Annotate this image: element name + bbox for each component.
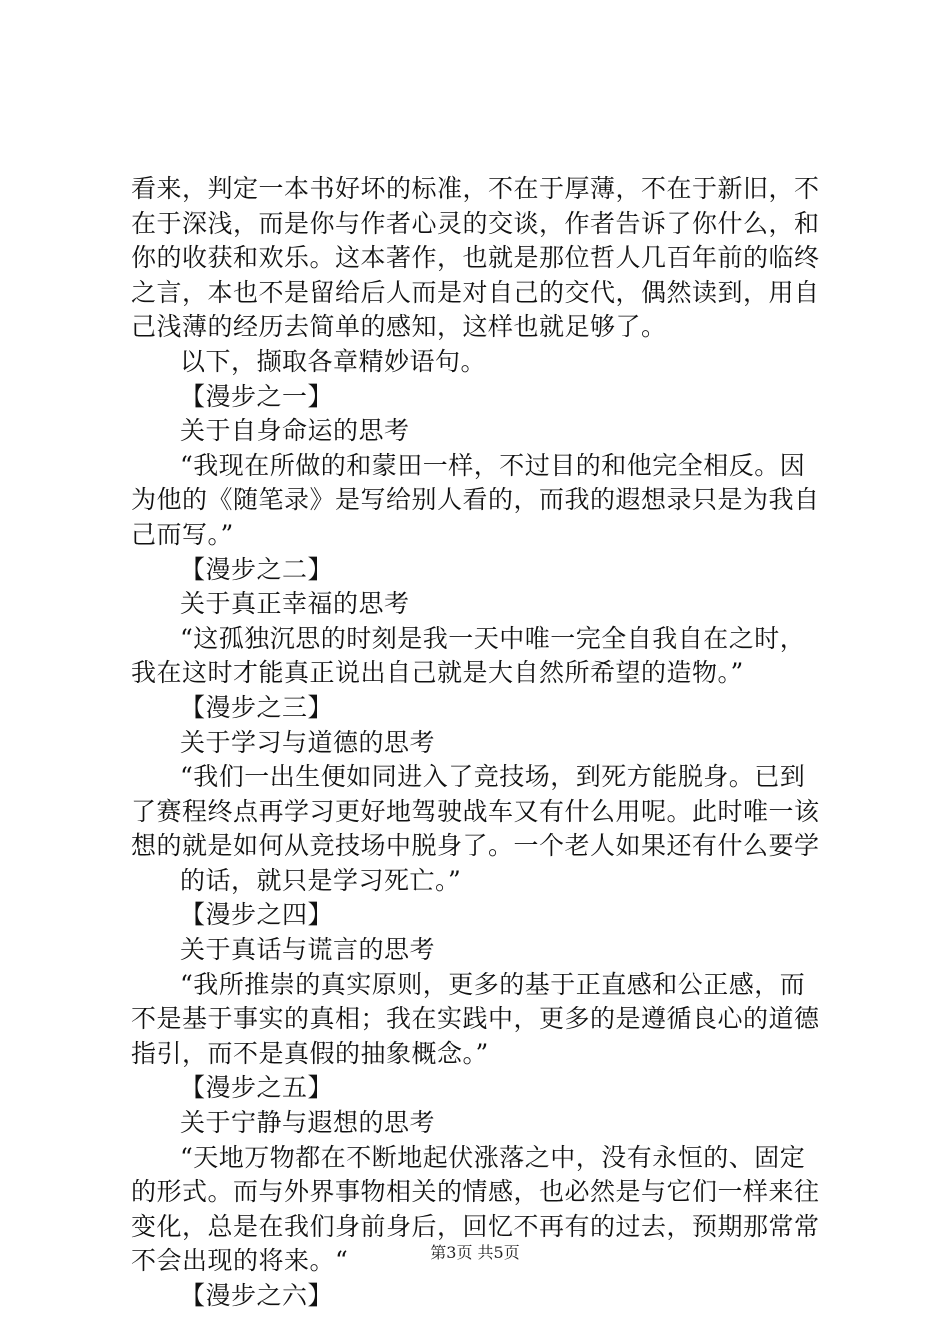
quote-line: 的话，就只是学习死亡。” xyxy=(180,865,462,895)
quote-line: 变化，总是在我们身前身后，回忆不再有的过去，预期那常常 xyxy=(131,1211,820,1241)
section-heading: 【漫步之一】 xyxy=(180,381,334,411)
quote-line: 想的就是如何从竞技场中脱身了。一个老人如果还有什么要学 xyxy=(131,831,820,861)
section-heading: 【漫步之四】 xyxy=(180,900,334,930)
section-subtitle: 关于真话与谎言的思考 xyxy=(180,935,436,965)
text-line: 之言，本也不是留给后人而是对自己的交代，偶然读到，用自 xyxy=(131,277,820,307)
quote-line: 己而写。” xyxy=(131,519,234,549)
quote-line: 了赛程终点再学习更好地驾驶战车又有什么用呢。此时唯一该 xyxy=(131,796,820,826)
quote-line: 指引，而不是真假的抽象概念。” xyxy=(131,1038,489,1068)
page-footer: 第3页 共5页 xyxy=(430,1243,520,1262)
text-line: 看来，判定一本书好坏的标准，不在于厚薄，不在于新旧，不 xyxy=(131,174,820,203)
text-line: 以下，撷取各章精妙语句。 xyxy=(180,346,487,376)
section-subtitle: 关于学习与道德的思考 xyxy=(180,727,436,757)
quote-line: 我在这时才能真正说出自己就是大自然所希望的造物。” xyxy=(131,658,744,688)
quote-line: 不会出现的将来。“ xyxy=(131,1246,349,1276)
quote-line: 不是基于事实的真相；我在实践中，更多的是遵循良心的道德 xyxy=(131,1004,820,1034)
quote-line: 的形式。而与外界事物相关的情感，也必然是与它们一样来往 xyxy=(131,1177,820,1207)
section-heading: 【漫步之二】 xyxy=(180,554,334,584)
section-heading: 【漫步之五】 xyxy=(180,1073,334,1103)
section-subtitle: 关于真正幸福的思考 xyxy=(180,589,410,619)
quote-line: “我所推崇的真实原则，更多的基于正直感和公正感，而 xyxy=(180,969,806,999)
quote-line: “这孤独沉思的时刻是我一天中唯一完全自我自在之时， xyxy=(180,623,806,653)
quote-line: “天地万物都在不断地起伏涨落之中，没有永恒的、固定 xyxy=(180,1142,806,1172)
section-subtitle: 关于自身命运的思考 xyxy=(180,416,410,446)
section-heading: 【漫步之三】 xyxy=(180,692,334,722)
body-text xyxy=(131,172,831,1314)
text-line: 在于深浅，而是你与作者心灵的交谈，作者告诉了你什么，和 xyxy=(131,208,820,238)
quote-line: “我现在所做的和蒙田一样，不过目的和他完全相反。因 xyxy=(180,450,806,480)
text-line: 己浅薄的经历去简单的感知，这样也就足够了。 xyxy=(131,312,667,342)
text-line: 你的收获和欢乐。这本著作，也就是那位哲人几百年前的临终 xyxy=(131,243,820,273)
quote-line: “我们一出生便如同进入了竞技场，到死方能脱身。已到 xyxy=(180,762,806,792)
section-subtitle: 关于宁静与遐想的思考 xyxy=(180,1108,436,1138)
section-heading: 【漫步之六】 xyxy=(180,1281,334,1310)
quote-line: 为他的《随笔录》是写给别人看的，而我的遐想录只是为我自 xyxy=(131,485,820,515)
